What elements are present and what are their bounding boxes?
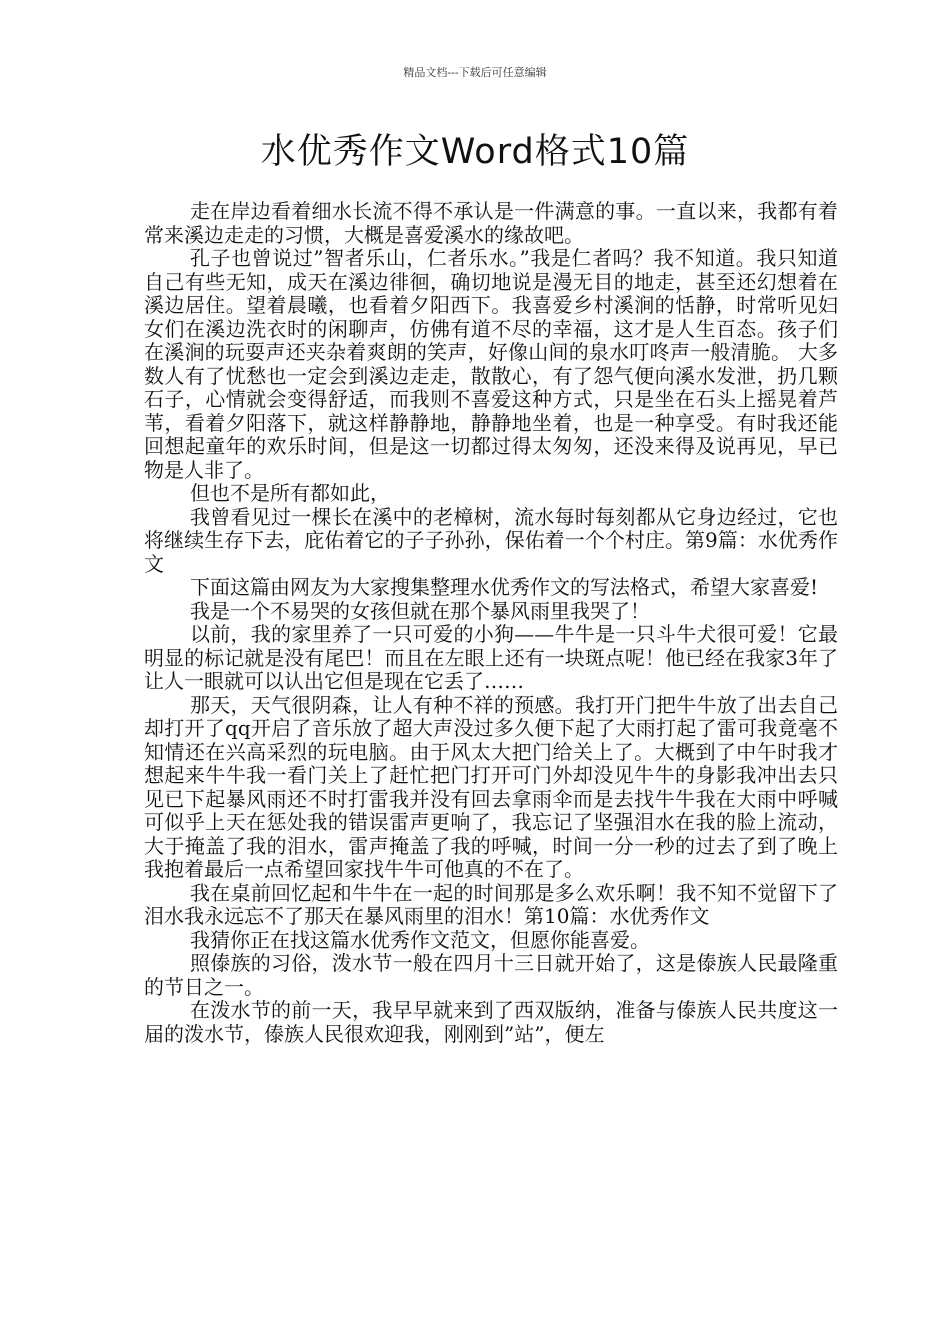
page-header: 精品文档---下载后可任意编辑	[403, 66, 547, 79]
paragraph: 但也不是所有都如此，	[190, 481, 390, 505]
document-title: 水优秀作文Word格式10篇	[260, 132, 690, 172]
paragraph: 照傣族的习俗，泼水节一般在四月十三日就开始了，这是傣族人民最隆重的节日之一。	[144, 951, 838, 999]
paragraph: 那天，天气很阴森，让人有种不祥的预感。我打开门把牛牛放了出去自己却打开了qq开启了音乐放了超大声没过多久便下起了大雨打起了雷可我竟毫不知情还在兴高采烈的玩电脑。由于风太大把门给关上了。大概到了中午时我才想起来牛牛我一看门关上了赶忙把门打开可门外却没见牛牛的身影我冲出去只见已下起暴风雨还不时打雷我并没有回去拿雨伞而是去找牛牛我在大雨中呼喊可似乎上天在惩处我的错误雷声更响了，我忘记了坚强泪水在我的脸上流动，大于掩盖了我的泪水，雷声掩盖了我的呼喊，时间一分一秒的过去了到了晚上我抱着最后一点希望回家找牛牛可他真的不在了。	[144, 692, 838, 881]
paragraph: 我猜你正在找这篇水优秀作文范文，但愿你能喜爱。	[190, 927, 650, 952]
paragraph: 走在岸边看着细水长流不得不承认是一件满意的事。一直以来，我都有着常来溪边走走的习惯，大概是喜爱溪水的缘故吧。	[144, 199, 838, 247]
paragraph: 以前，我的家里养了一只可爱的小狗——牛牛是一只斗牛犬很可爱！它最明显的标记就是没有尾巴！而且在左眼上还有一块斑点呢！他已经在我家3年了让人一眼就可以认出它但是现在它丢了……	[144, 622, 838, 693]
document-body	[144, 200, 838, 1046]
paragraph: 我是一个不易哭的女孩但就在那个暴风雨里我哭了！	[190, 598, 650, 623]
paragraph: 在泼水节的前一天，我早早就来到了西双版纳，准备与傣族人民共度这一届的泼水节，傣族人民很欢迎我，刚刚到”站”，便左	[144, 998, 838, 1046]
paragraph: 下面这篇由网友为大家搜集整理水优秀作文的写法格式，希望大家喜爱!	[190, 575, 819, 599]
paragraph: 孔子也曾说过”智者乐山，仁者乐水。”我是仁者吗？我不知道。我只知道自己有些无知，成天在溪边徘徊，确切地说是漫无目的地走，甚至还幻想着在溪边居住。望着晨曦，也看着夕阳西下。我喜爱乡村溪涧的恬静，时常听见妇女们在溪边洗衣时的闲聊声，仿佛有道不尽的幸福，这才是人生百态。孩子们在溪涧的玩耍声还夹杂着爽朗的笑声，好像山间的泉水叮咚声一般清脆。 大多数人有了忧愁也一定会到溪边走走，散散心，有了怨气便向溪水发泄，扔几颗石子，心情就会变得舒适，而我则不喜爱这种方式，只是坐在石头上摇晃着芦苇，看着夕阳落下，就这样静静地，静静地坐着，也是一种享受。有时我还能回想起童年的欢乐时间，但是这一切都过得太匆匆，还没来得及说再见，早已物是人非了。	[144, 246, 838, 482]
paragraph: 我曾看见过一棵长在溪中的老樟树，流水每时每刻都从它身边经过，它也将继续生存下去，庇佑着它的子子孙孙，保佑着一个个村庄。第9篇：水优秀作文	[144, 504, 838, 576]
paragraph: 我在桌前回忆起和牛牛在一起的时间那是多么欢乐啊！我不知不觉留下了泪水我永远忘不了那天在暴风雨里的泪水！第10篇：水优秀作文	[144, 880, 838, 928]
